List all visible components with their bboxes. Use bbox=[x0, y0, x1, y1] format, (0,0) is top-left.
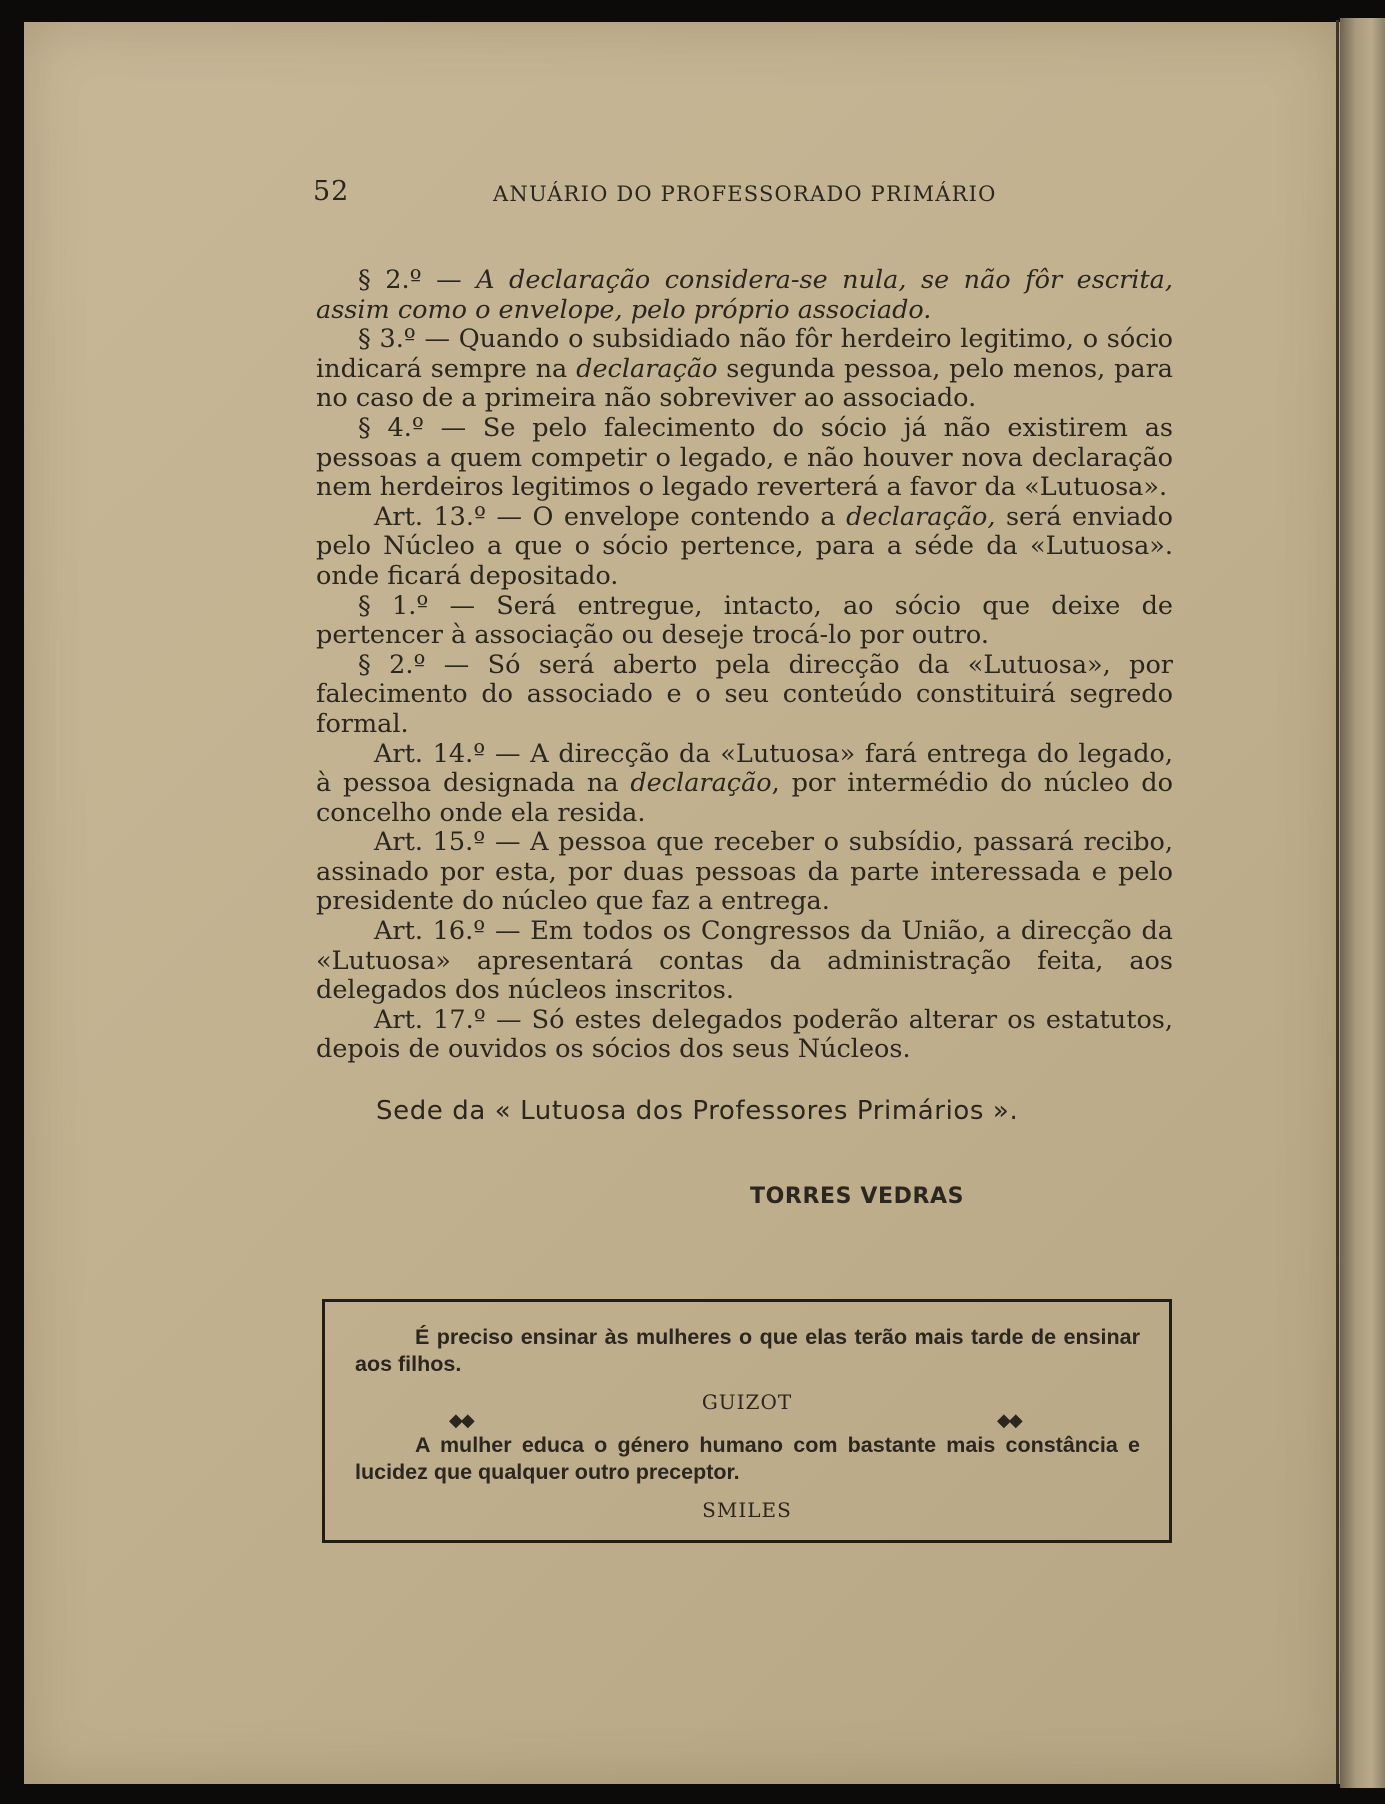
paragraph-2-nullity: § 2.º — A declaração considera-se nula, se não fôr escrita, assim como o envelope, pelo próprio associado. bbox=[316, 265, 1173, 325]
diamond-ornament-icon: ◆◆ bbox=[449, 1410, 473, 1431]
paragraph-2-opening: § 2.º — Só será aberto pela direcção da «Lutuosa», por falecimento do associado e o seu conteúdo constituirá segredo formal. bbox=[316, 649, 1173, 739]
quote-smiles: A mulher educa o género humano com bastante mais constância e lucidez que qualquer outro preceptor. bbox=[355, 1433, 1140, 1484]
running-head: ANUÁRIO DO PROFESSORADO PRIMÁRIO bbox=[493, 182, 997, 206]
binding-fold bbox=[1340, 18, 1385, 1788]
quote-box bbox=[322, 1299, 1172, 1543]
article-13: Art. 13.º — O envelope contendo a declaração, será enviado pelo Núcleo a que o sócio pertence, para a séde da «Lutuosa». onde ficará depositado. bbox=[316, 501, 1173, 591]
article-15: Art. 15.º — A pessoa que receber o subsídio, passará recibo, assinado por esta, por duas pessoas da parte interessada e pelo presidente do núcleo que faz a entrega. bbox=[316, 827, 1173, 917]
paragraph-1-return: § 1.º — Será entregue, intacto, ao sócio que deixe de pertencer à associação ou deseje trocá-lo por outro. bbox=[316, 590, 1173, 651]
statute-text bbox=[316, 266, 1173, 1065]
article-14: Art. 14.º — A direcção da «Lutuosa» fará entrega do legado, à pessoa designada na declaração, por intermédio do núcleo do concelho onde ela resida. bbox=[316, 738, 1173, 828]
diamond-ornament-icon: ◆◆ bbox=[997, 1410, 1021, 1431]
page-number: 52 bbox=[313, 176, 350, 207]
paragraph-3-second-person: § 3.º — Quando o subsidiado não fôr herdeiro legitimo, o sócio indicará sempre na declaração segunda pessoa, pelo menos, para no caso de a primeira não sobreviver ao associado. bbox=[316, 324, 1173, 414]
article-16: Art. 16.º — Em todos os Congressos da União, a direcção da «Lutuosa» apresentará contas da administração feita, aos delegados dos núcleos inscritos. bbox=[316, 916, 1173, 1006]
quote-guizot: É preciso ensinar às mulheres o que elas terão mais tarde de ensinar aos filhos. bbox=[355, 1325, 1140, 1376]
document-page bbox=[24, 22, 1340, 1784]
sede-heading: Sede da « Lutuosa dos Professores Primários ». bbox=[376, 1096, 1019, 1126]
author-guizot: GUIZOT bbox=[701, 1390, 793, 1414]
article-17: Art. 17.º — Só estes delegados poderão alterar os estatutos, depois de ouvidos os sócios dos seus Núcleos. bbox=[316, 1004, 1173, 1065]
page-fold-edge bbox=[1336, 20, 1339, 1784]
paragraph-4-reversion: § 4.º — Se pelo falecimento do sócio já não existirem as pessoas a quem competir o legado, e não houver nova declaração nem herdeiros legitimos o legado reverterá a favor da «Lutuosa». bbox=[316, 412, 1173, 503]
author-smiles: SMILES bbox=[702, 1498, 792, 1522]
city-name: TORRES VEDRAS bbox=[750, 1184, 965, 1209]
